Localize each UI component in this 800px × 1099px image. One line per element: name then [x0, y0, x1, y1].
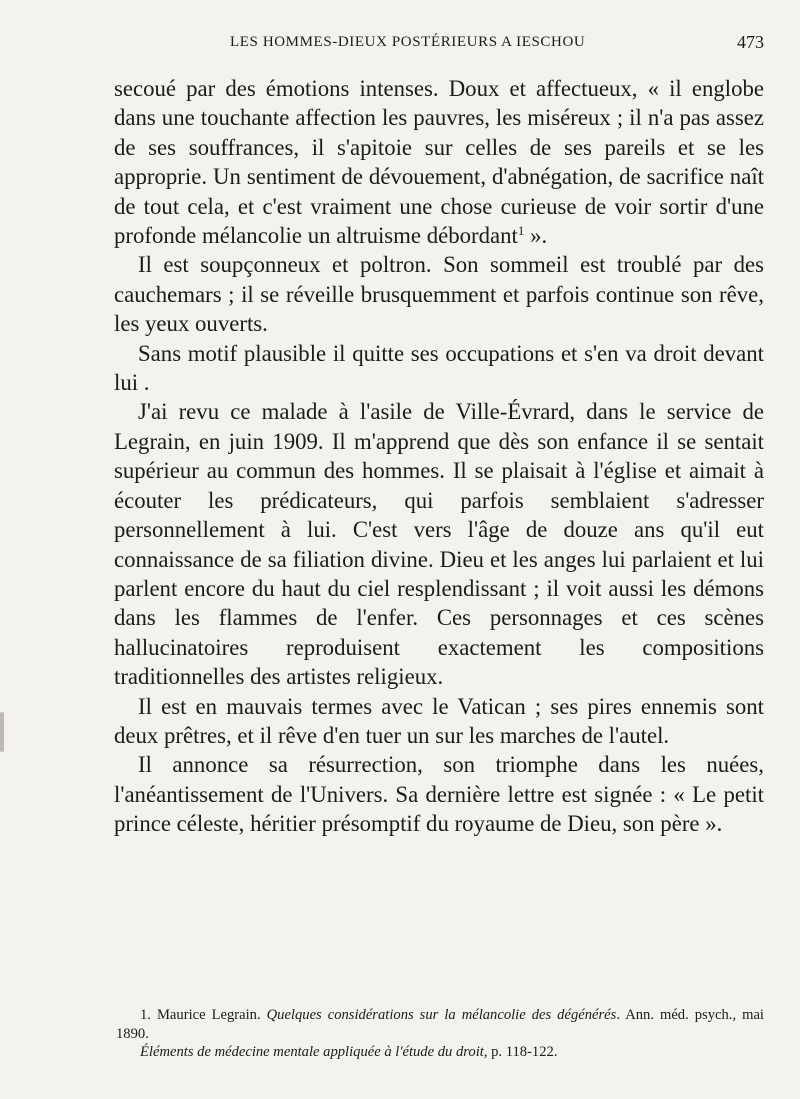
page-number: 473	[737, 32, 764, 52]
paragraph-5: Il est en mauvais termes avec le Vatican ; ses pires ennemis sont deux prêtres, et il rêve d'en tuer un sur les marches de l'autel.	[114, 693, 764, 748]
page-header	[190, 32, 764, 56]
paragraph-6: Il annonce sa résurrection, son triomphe dans les nuées, l'anéantissement de l'Univers. Sa dernière lettre est signée : « Le petit prince céleste, héritier présomptif du royaume de Dieu, son père ».	[114, 752, 764, 837]
body-text	[114, 74, 764, 839]
footnote-title-2: Éléments de médecine mentale appliquée à l'étude du droit	[140, 1044, 484, 1061]
footnote-1	[116, 1006, 764, 1043]
footnote-1-continued	[116, 1043, 764, 1062]
paragraph-1	[114, 74, 764, 250]
footnote-author: Maurice Legrain.	[156, 1007, 267, 1023]
footnote-number: 1.	[140, 1007, 157, 1023]
paragraph-1-end: ».	[524, 223, 548, 249]
paragraph-3: Sans motif plausible il quitte ses occupations et s'en va droit devant lui .	[114, 340, 764, 396]
footnotes	[116, 1006, 764, 1062]
running-head: LES HOMMES-DIEUX POSTÉRIEURS A IESCHOU	[230, 34, 586, 50]
paragraph-4: J'ai revu ce malade à l'asile de Ville-Évrard, dans le service de Legrain, en juin 1909. Il m'apprend que dès son enfance il se sentait supérieur au commun des hommes. Il se plaisait à l'église et aimait à écouter les prédicateurs, qui parfois semblaient s'adresser personnellement à lui. C'est vers l'âge de douze ans qu'il eut connaissance de sa filiation divine. Dieu et les anges lui parlaient et lui parlent encore du haut du ciel resplendissant ; il voit aussi les démons dans les flammes de l'enfer. Ces personnages et ces scènes hallucinatoires reproduisent exactement les compositions traditionnelles des artistes religieux.	[114, 399, 764, 690]
paragraph-1-text: secoué par des émotions intenses. Doux et affectueux, « il englobe dans une touchante affection les pauvres, les miséreux ; il n'a pas assez de ses souffrances, il s'apitoie sur celles de ses pareils et se les approprie. Un sentiment de dévouement, d'abnégation, de sacrifice naît de tout cela, et c'est vraiment une chose curieuse de voir sortir d'une profonde mélancolie un altruisme débordant	[114, 76, 764, 249]
footnote-title: Quelques considérations sur la mélancolie des dégénérés	[266, 1007, 617, 1023]
paragraph-2: Il est soupçonneux et poltron. Son sommeil est troublé par des cauchemars ; il se réveille brusquemment et parfois continue son rêve, les yeux ouverts.	[114, 252, 764, 337]
margin-scan-mark	[0, 712, 4, 752]
footnote-pages: , p. 118-122.	[483, 1044, 558, 1061]
footnote-reference: 1	[517, 223, 525, 239]
footnote-source: . Ann. méd. psych., mai 1890.	[116, 1007, 764, 1042]
